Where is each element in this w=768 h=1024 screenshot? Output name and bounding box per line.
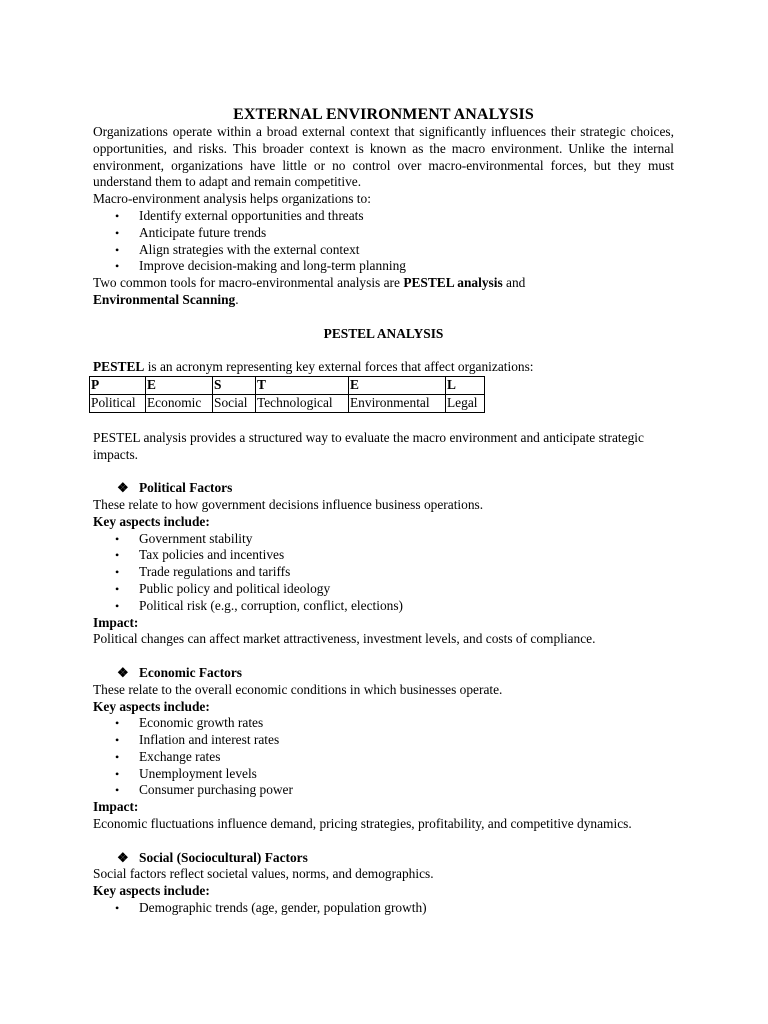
aspects-list	[93, 900, 674, 917]
list-item: • Economic growth rates	[93, 715, 674, 732]
table-cell: Economic	[146, 394, 213, 412]
table-cell: Political	[90, 394, 146, 412]
aspects-label: Key aspects include:	[93, 513, 210, 529]
factor-title: Social (Sociocultural) Factors	[139, 849, 308, 865]
factor-heading-economic	[93, 665, 674, 682]
factor-description: These relate to how government decisions influence business operations.	[93, 496, 484, 512]
list-item: • Political risk (e.g., corruption, conflict, elections)	[93, 598, 674, 615]
table-cell: Environmental	[349, 394, 446, 412]
impact-label: Impact:	[93, 614, 139, 630]
factor-heading-political	[93, 480, 674, 497]
factor-description: Social factors reflect societal values, norms, and demographics.	[93, 866, 434, 882]
factor-heading-social	[93, 850, 674, 867]
list-item: • Government stability	[93, 531, 674, 548]
diamond-bullet-icon: ❖	[117, 664, 129, 680]
tool-scanning: Environmental Scanning	[93, 291, 236, 307]
table-cell: Technological	[256, 394, 349, 412]
pestel-heading: PESTEL ANALYSIS	[323, 325, 444, 341]
list-item: • Exchange rates	[93, 749, 674, 766]
table-row	[90, 376, 485, 394]
table-row	[90, 394, 485, 412]
aspects-list	[93, 715, 674, 799]
tools-sentence	[93, 275, 674, 309]
table-cell: T	[256, 376, 349, 394]
list-item: • Consumer purchasing power	[93, 782, 674, 799]
impact-text: Political changes can affect market attractiveness, investment levels, and costs of compliance.	[93, 631, 596, 647]
list-item: • Tax policies and incentives	[93, 547, 674, 564]
pestel-summary: PESTEL analysis provides a structured way to evaluate the macro environment and anticipate strategic impacts.	[93, 429, 644, 462]
impact-text: Economic fluctuations influence demand, pricing strategies, profitability, and competitive dynamics.	[93, 816, 632, 832]
table-cell: E	[349, 376, 446, 394]
table-cell: L	[446, 376, 485, 394]
diamond-bullet-icon: ❖	[117, 849, 129, 865]
acronym-sentence	[93, 359, 674, 376]
factor-title: Economic Factors	[139, 664, 243, 680]
tool-pestel: PESTEL analysis	[403, 275, 503, 291]
aspects-label: Key aspects include:	[93, 698, 210, 714]
list-item: • Anticipate future trends	[93, 225, 674, 242]
document-title: EXTERNAL ENVIRONMENT ANALYSIS	[233, 106, 534, 123]
table-cell: Social	[213, 394, 256, 412]
list-item: • Inflation and interest rates	[93, 732, 674, 749]
list-item: • Public policy and political ideology	[93, 581, 674, 598]
list-item: • Demographic trends (age, gender, population growth)	[93, 900, 674, 917]
acronym-rest: is an acronym representing key external forces that affect organizations:	[144, 359, 534, 375]
intro-paragraph: Organizations operate within a broad external context that significantly influences their strategic choices, opportunities, and risks. This broader context is known as the macro environment. Unlike the internal environment, organizations have little or no control over macro-environmental forces, but they must understand them to adapt and remain competitive.	[93, 124, 674, 190]
tools-end: .	[235, 291, 239, 307]
impact-label: Impact:	[93, 799, 139, 815]
list-item: • Trade regulations and tariffs	[93, 564, 674, 581]
tools-mid: and	[502, 275, 526, 291]
document-body	[93, 106, 674, 917]
acronym-term: PESTEL	[93, 359, 145, 375]
diamond-bullet-icon: ❖	[117, 480, 129, 496]
table-cell: E	[146, 376, 213, 394]
factor-title: Political Factors	[139, 480, 233, 496]
factor-description: These relate to the overall economic conditions in which businesses operate.	[93, 681, 503, 697]
table-cell: S	[213, 376, 256, 394]
table-cell: Legal	[446, 394, 485, 412]
aspects-label: Key aspects include:	[93, 883, 210, 899]
pestel-table	[89, 376, 485, 413]
list-item: • Identify external opportunities and threats	[93, 208, 674, 225]
aspects-list	[93, 531, 674, 615]
helps-list	[93, 208, 674, 275]
list-item: • Unemployment levels	[93, 766, 674, 783]
list-item: • Improve decision-making and long-term planning	[93, 258, 674, 275]
table-cell: P	[90, 376, 146, 394]
list-item: • Align strategies with the external context	[93, 242, 674, 259]
helps-lead: Macro-environment analysis helps organizations to:	[93, 191, 371, 207]
tools-pre: Two common tools for macro-environmental analysis are	[93, 275, 404, 291]
